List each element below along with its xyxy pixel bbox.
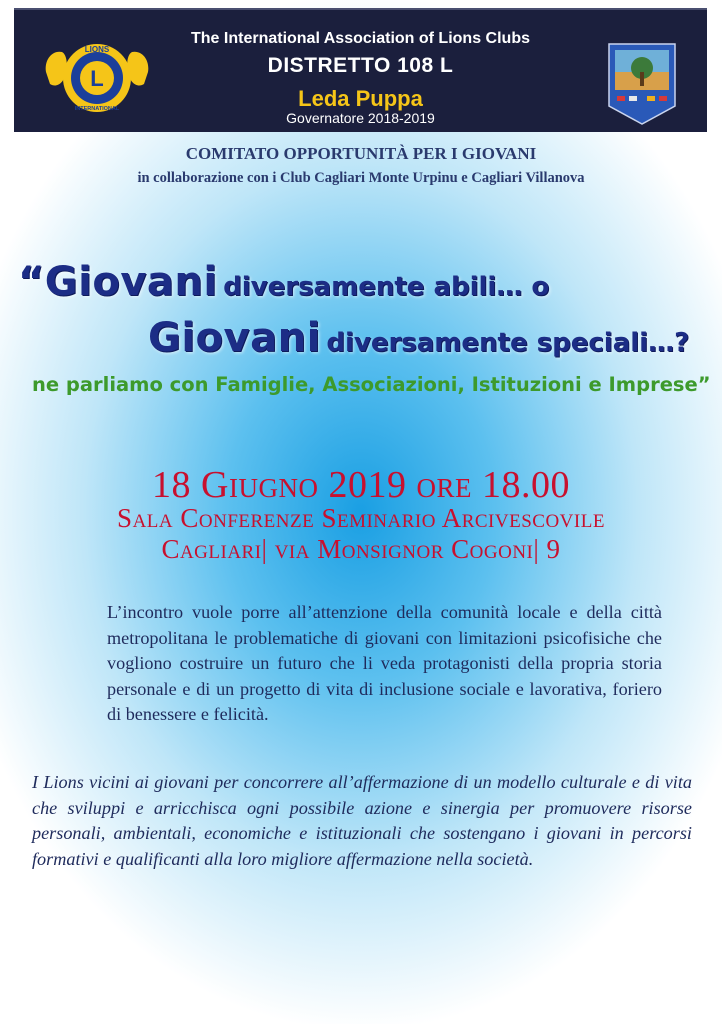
governor-term: Governatore 2018-2019 [286,110,435,126]
svg-text:INTERNATIONAL: INTERNATIONAL [74,106,120,112]
headline-line-2 [148,315,689,361]
headline-small-text-2: diversamente speciali…? [326,328,690,358]
svg-text:L: L [90,66,104,91]
headline-subline: ne parliamo con Famiglie, Associazioni, Istituzioni e Imprese” [32,373,711,396]
headline-line-1 [18,259,549,305]
district-title: DISTRETTO 108 L [267,54,454,77]
header-banner [14,8,707,132]
governor-name: Leda Puppa [298,86,423,111]
headline-small-text-1: diversamente abili… o [223,272,550,302]
event-venue: Sala Conferenze Seminario Arcivescovile [117,503,605,533]
district-pennant-icon [607,42,677,126]
event-date: 18 Giugno 2019 ore 18.00 [152,464,570,506]
svg-text:LIONS: LIONS [84,45,110,54]
lions-paragraph: I Lions vicini ai giovani per concorrere all’affermazione di un modello culturale e di vita che sviluppi e arricchisca ogni possibile azione e sinergia per promuovere risorse personali, ambientali, economiche e istituzionali che sostengano i giovani in percorsi formativi e qualificanti alla loro migliore affermazione nella società. [32,772,692,869]
committee-title: COMITATO OPPORTUNITÀ PER I GIOVANI [185,144,537,163]
headline-big-word-2: Giovani [148,315,321,361]
event-address: Cagliari| via Monsignor Cogoni| 9 [161,534,561,564]
headline-big-word-1: “Giovani [18,259,218,305]
association-title: The International Association of Lions Clubs [191,30,530,47]
collaboration-line: in collaborazione con i Club Cagliari Monte Urpinu e Cagliari Villanova [137,170,585,186]
intro-paragraph: L’incontro vuole porre all’attenzione della comunità locale e della città metropolitana le problematiche di giovani con limitazioni psicofisiche che vogliono costruire un futuro che li veda protagonisti della propria storia personale e di un progetto di vita di inclusione sociale e lavorativa, foriero di benessere e felicità. [107,602,662,724]
